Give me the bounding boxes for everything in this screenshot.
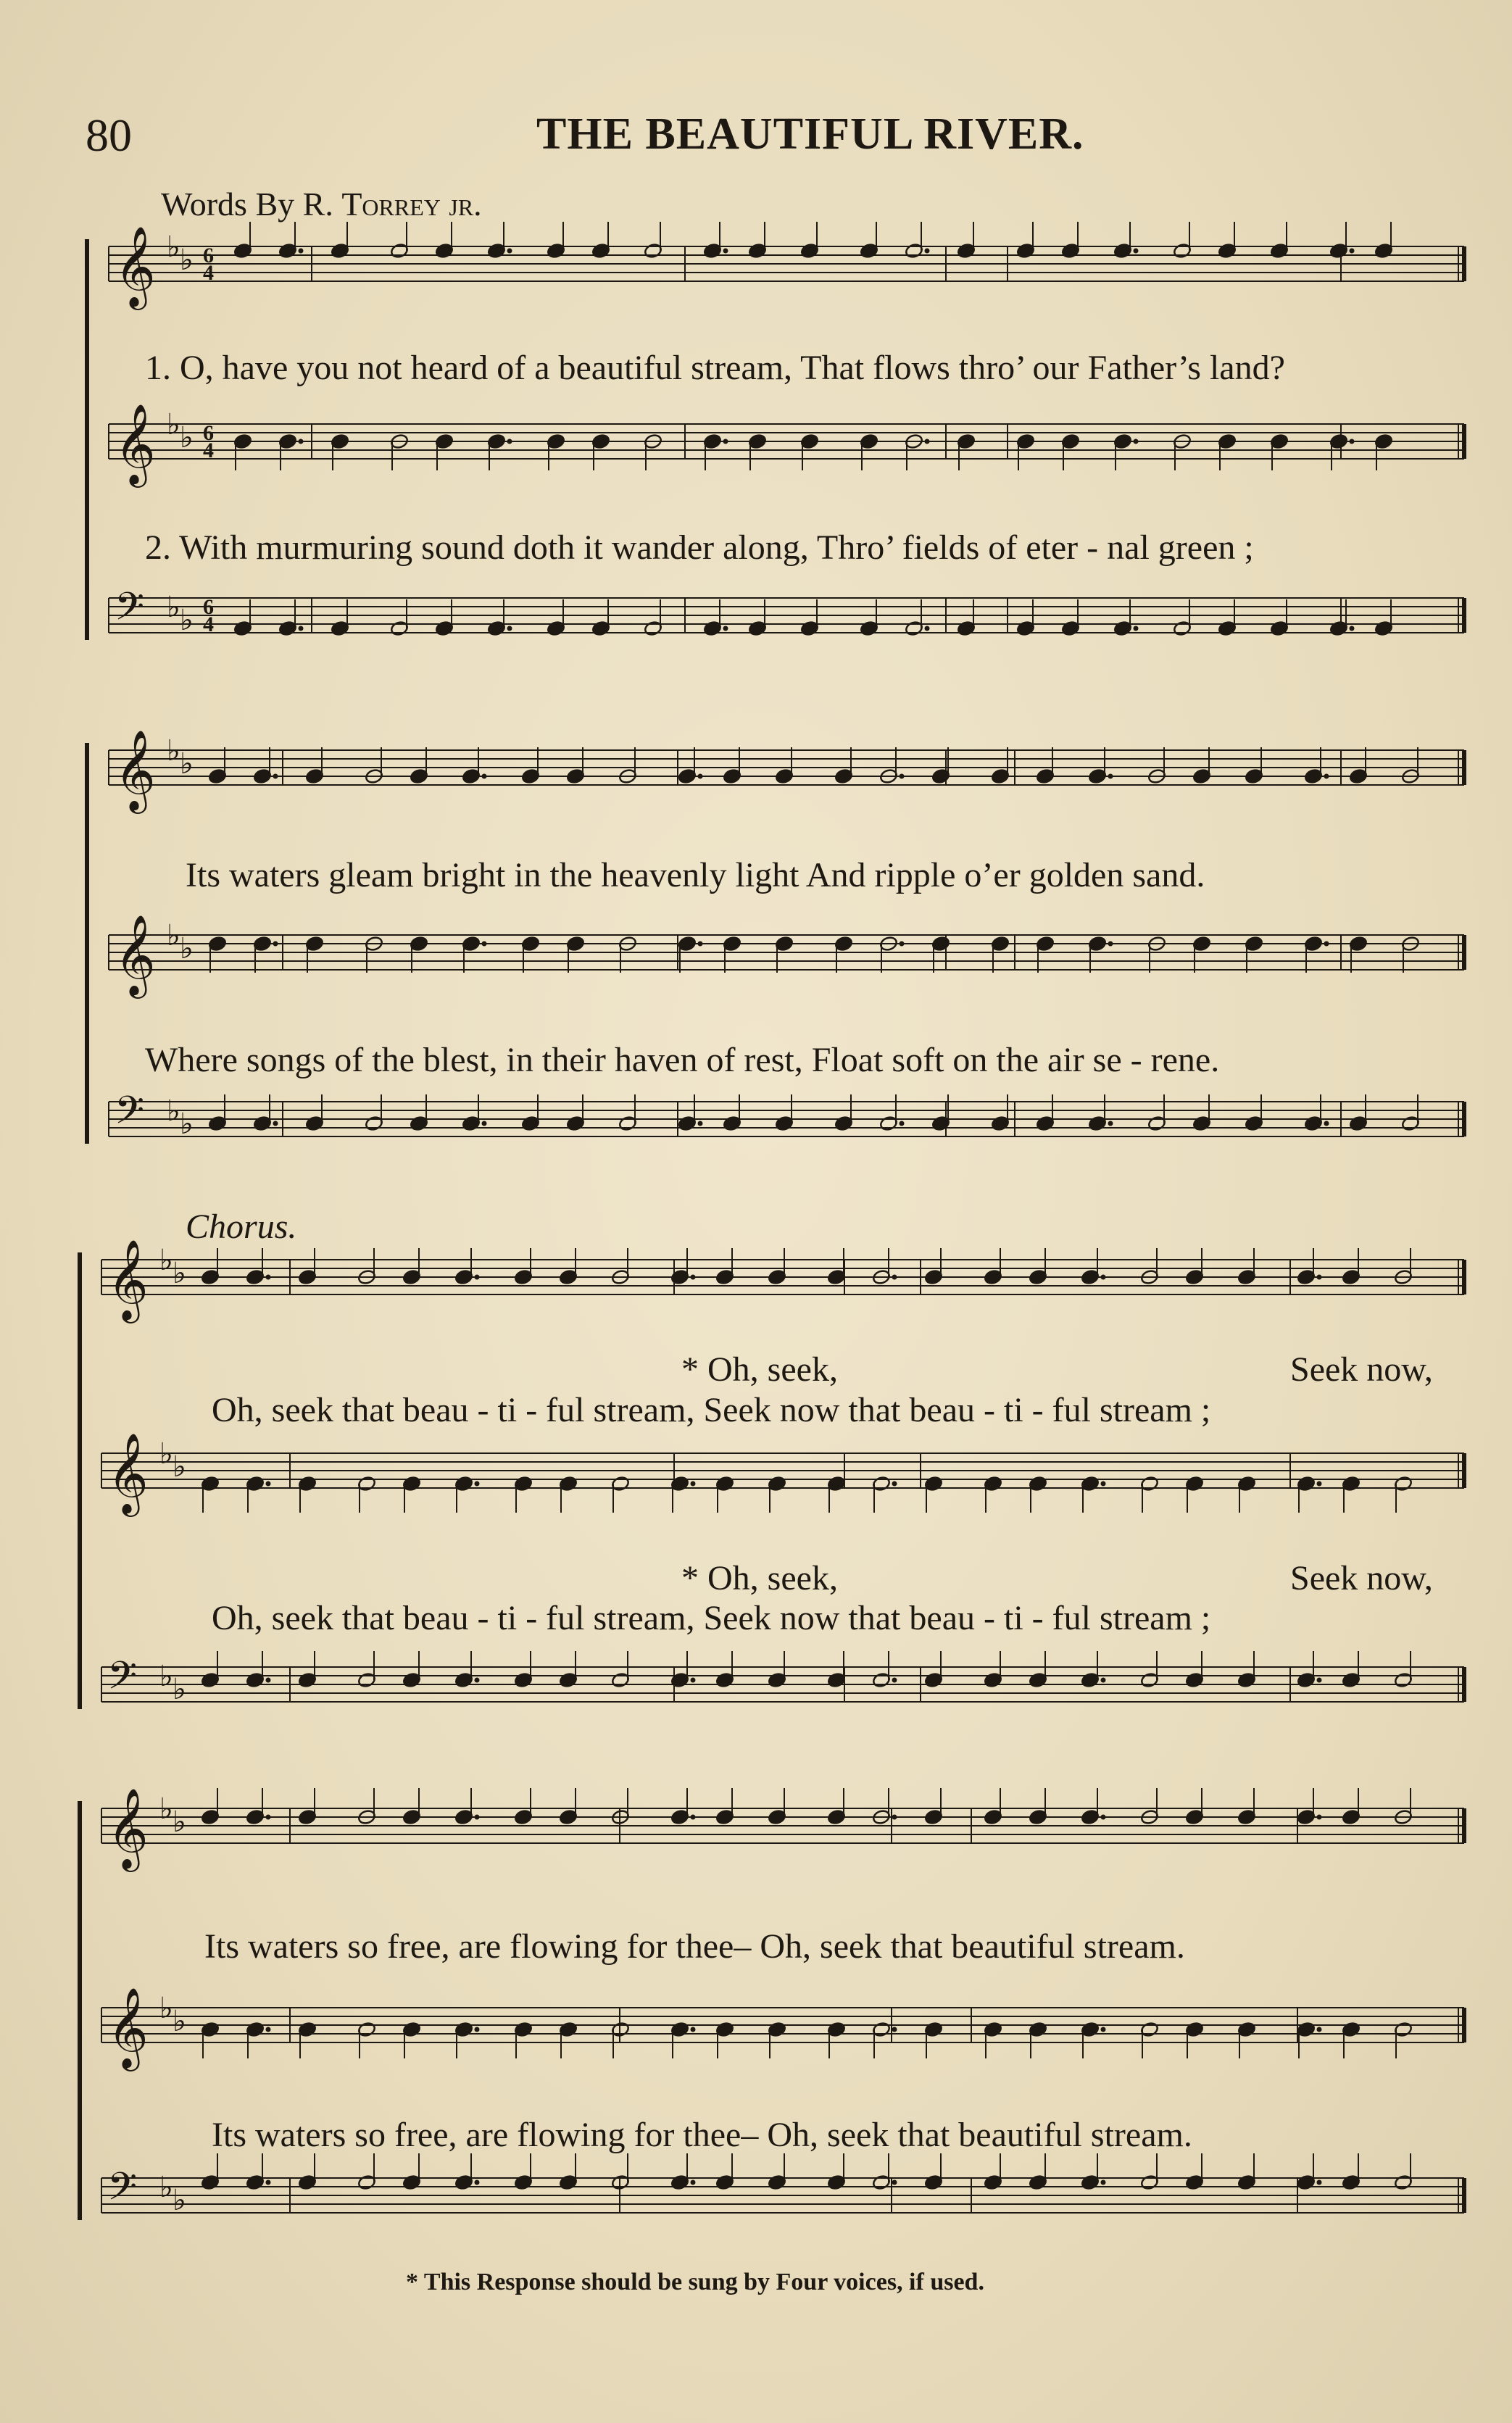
flat-icon: ♭: [173, 1673, 186, 1706]
treble-clef-icon: 𝄞: [107, 1787, 149, 1869]
dot: [266, 1678, 270, 1682]
time-signature: 6: [203, 595, 214, 619]
dot: [273, 1121, 278, 1126]
time-signature: 4: [203, 612, 214, 636]
dot: [900, 774, 904, 778]
dot: [1101, 2027, 1105, 2032]
dot: [1350, 439, 1354, 444]
dot: [1324, 1121, 1329, 1126]
flat-icon: ♭: [159, 1437, 173, 1471]
chorus-line-1: Oh, seek that beau - ti - ful stream, Seek now that beau - ti - ful stream ;: [212, 1391, 1211, 1429]
dot: [1324, 774, 1329, 778]
dot: [723, 249, 728, 253]
dot: [1108, 1121, 1113, 1126]
dot: [1324, 942, 1329, 946]
dot: [892, 1481, 897, 1486]
flat-icon: ♭: [180, 421, 194, 454]
attribution-prefix: Words By R.: [161, 186, 333, 223]
dot: [1134, 439, 1138, 444]
bass-clef-icon: 𝄢: [115, 1089, 145, 1142]
chorus-response-end-1: Seek now,: [1290, 1350, 1433, 1389]
dot: [299, 439, 303, 444]
bass-clef-icon: 𝄢: [115, 585, 145, 639]
chorus-response-1: * Oh, seek,: [681, 1350, 838, 1389]
treble-clef-icon: 𝄞: [115, 729, 156, 810]
dot: [900, 942, 904, 946]
flat-icon: ♭: [173, 2184, 186, 2217]
dot: [723, 439, 728, 444]
time-signature: 6: [203, 421, 214, 445]
flat-icon: ♭: [167, 408, 180, 441]
dot: [900, 1121, 904, 1126]
dot: [1317, 1815, 1321, 1819]
treble-clef-icon: 𝄞: [115, 914, 156, 995]
dot: [507, 626, 512, 631]
treble-clef-icon: 𝄞: [115, 225, 156, 307]
bass-clef-icon: 𝄢: [107, 1654, 138, 1708]
chorus-line-2: Oh, seek that beau - ti - ful stream, Seek now that beau - ti - ful stream ;: [212, 1599, 1211, 1637]
dot: [482, 1121, 486, 1126]
dot: [1101, 1815, 1105, 1819]
dot: [723, 626, 728, 631]
dot: [691, 1481, 695, 1486]
dot: [892, 1678, 897, 1682]
dot: [1101, 1481, 1105, 1486]
dot: [482, 774, 486, 778]
dot: [475, 1481, 479, 1486]
dot: [892, 2027, 897, 2032]
flat-icon: ♭: [173, 1450, 186, 1484]
lyric-verse2-line2: Where songs of the blest, in their haven of rest, Float soft on the air se - rene.: [145, 1041, 1220, 1079]
treble-clef-icon: 𝄞: [107, 1987, 149, 2068]
lyric-final-line-1: Its waters so free, are flowing for thee– Oh, seek that beautiful stream.: [204, 1927, 1185, 1966]
dot: [691, 1815, 695, 1819]
flat-icon: ♭: [159, 1244, 173, 1277]
flat-icon: ♭: [173, 1257, 186, 1290]
lyric-verse1-line1: 1. O, have you not heard of a beautiful stream, That flows thro’ our Father’s land?: [145, 349, 1285, 387]
flat-icon: ♭: [180, 1107, 194, 1141]
treble-clef-icon: 𝄞: [115, 403, 156, 484]
flat-icon: ♭: [173, 2005, 186, 2038]
dot: [691, 1275, 695, 1279]
flat-icon: ♭: [180, 747, 194, 781]
dot: [925, 439, 929, 444]
dot: [1101, 1678, 1105, 1682]
dot: [266, 1275, 270, 1279]
dot: [1317, 1275, 1321, 1279]
flat-icon: ♭: [167, 734, 180, 768]
dot: [266, 2180, 270, 2185]
dot: [507, 249, 512, 253]
dot: [691, 2180, 695, 2185]
dot: [1317, 2027, 1321, 2032]
flat-icon: ♭: [159, 1792, 173, 1826]
chorus-label: Chorus.: [186, 1208, 297, 1246]
dot: [1134, 249, 1138, 253]
flat-icon: ♭: [159, 1660, 173, 1693]
dot: [482, 942, 486, 946]
flat-icon: ♭: [173, 1805, 186, 1839]
dot: [1350, 626, 1354, 631]
dot: [1101, 1275, 1105, 1279]
flat-icon: ♭: [180, 932, 194, 965]
time-signature: 6: [203, 244, 214, 267]
chorus-response-end-2: Seek now,: [1290, 1559, 1433, 1597]
page-number: 80: [86, 109, 132, 161]
dot: [507, 439, 512, 444]
flat-icon: ♭: [180, 244, 194, 277]
dot: [1350, 249, 1354, 253]
dot: [299, 249, 303, 253]
dot: [1317, 1481, 1321, 1486]
flat-icon: ♭: [167, 591, 180, 624]
dot: [273, 942, 278, 946]
lyric-verse2-line1: 2. With murmuring sound doth it wander along, Thro’ fields of eter - nal green ;: [145, 528, 1254, 567]
dot: [475, 1275, 479, 1279]
dot: [925, 626, 929, 631]
time-signature: 4: [203, 439, 214, 462]
treble-clef-icon: 𝄞: [107, 1239, 149, 1320]
dot: [266, 1815, 270, 1819]
dot: [1101, 2180, 1105, 2185]
flat-icon: ♭: [167, 919, 180, 952]
dot: [698, 942, 702, 946]
dot: [892, 1275, 897, 1279]
dot: [691, 1678, 695, 1682]
flat-icon: ♭: [180, 604, 194, 637]
dot: [892, 2180, 897, 2185]
dot: [691, 2027, 695, 2032]
treble-clef-icon: 𝄞: [107, 1432, 149, 1513]
bass-clef-icon: 𝄢: [107, 2165, 138, 2219]
dot: [925, 249, 929, 253]
flat-icon: ♭: [159, 2171, 173, 2204]
flat-icon: ♭: [167, 230, 180, 264]
lyric-verse1-line2: Its waters gleam bright in the heavenly light And ripple o’er golden sand.: [186, 856, 1205, 894]
footnote: * This Response should be sung by Four voices, if used.: [406, 2269, 984, 2295]
dot: [475, 1678, 479, 1682]
dot: [475, 2180, 479, 2185]
dot: [1108, 774, 1113, 778]
page-title: THE BEAUTIFUL RIVER.: [536, 109, 1084, 159]
time-signature: 4: [203, 261, 214, 285]
flat-icon: ♭: [167, 1094, 180, 1128]
dot: [698, 1121, 702, 1126]
dot: [1108, 942, 1113, 946]
flat-icon: ♭: [159, 1992, 173, 2025]
dot: [892, 1815, 897, 1819]
dot: [1134, 626, 1138, 631]
dot: [1317, 2180, 1321, 2185]
author-name: Torrey jr.: [341, 186, 482, 223]
dot: [273, 774, 278, 778]
dot: [299, 626, 303, 631]
dot: [475, 2027, 479, 2032]
dot: [1317, 1678, 1321, 1682]
dot: [475, 1815, 479, 1819]
dot: [266, 2027, 270, 2032]
dot: [698, 774, 702, 778]
dot: [266, 1481, 270, 1486]
chorus-response-2: * Oh, seek,: [681, 1559, 838, 1597]
lyric-final-line-2: Its waters so free, are flowing for thee– Oh, seek that beautiful stream.: [212, 2116, 1192, 2154]
